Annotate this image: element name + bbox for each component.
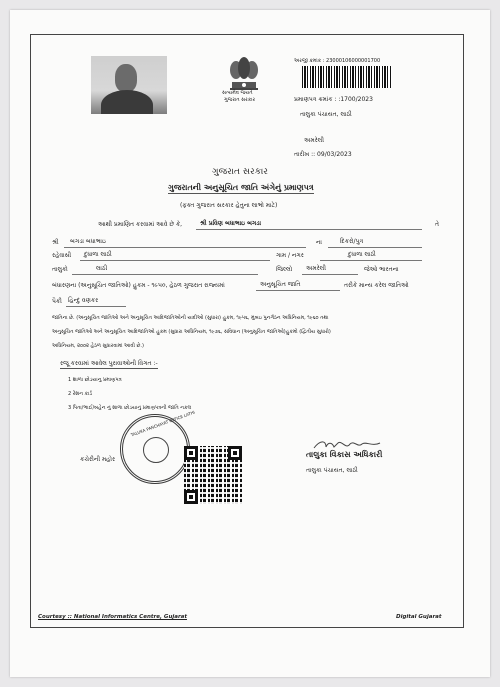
issue-date: તારીખ :: 09/03/2023 (294, 151, 352, 158)
taluka-label: તાલુકો (52, 266, 68, 273)
relation-prefix: ના (316, 239, 322, 246)
certificate-page (10, 10, 490, 677)
certificate-number: પ્રમાણપત્ર ક્રમાંક : :1700/2023 (294, 96, 373, 103)
shri-label: શ્રી (52, 239, 59, 246)
barcode (302, 66, 392, 88)
certificate-title: ગુજરાતની અનુસૂચિત જાતિ અંગેનું પ્રમાણપત્ર (168, 183, 314, 192)
place: અમરેલી (304, 137, 324, 144)
district-label: જિલ્લો (276, 266, 293, 273)
documents-heading: રજૂ કરવામાં આવેલ પુરાવાઓની વિગત :- (60, 360, 158, 367)
emblem-caption: સત્યમેવ જયતે (222, 90, 253, 96)
caste-name: હિન્દુ વણકર (68, 297, 99, 304)
relation: દિકરો/પુત્ર (340, 238, 364, 245)
serial-text: તરીકે માન્ય કરેલ જાતિઓ (344, 282, 409, 289)
taluka-value: લાઠી (96, 265, 108, 272)
certification-intro: આથી પ્રમાણિત કરવામાં આવે છે કે, (98, 221, 183, 228)
legal-text-line-2: અનુસૂચિત જાતિઓ અને અનુસૂચિત આદિજાતિઓ હુકમ (સુધારા અધિનિયમ, ૧૯૭૬, સંવિધાન (અનુસૂચિત જાતિઓ)હુકમો (દ્વિતીય સુધારો) (52, 329, 331, 335)
resident-value: દુધાળા લાઠી (84, 251, 112, 258)
certificate-subtitle: (ફક્ત ગુજરાત સરકાર હેતુના લાભો માટે) (180, 202, 278, 209)
father-name: બગડા બધાભાઇ (70, 238, 106, 245)
document-item: 1 શાળા છોડયાનુ પ્રમાણપત્ર (68, 377, 122, 383)
officer-title: તાલુકા વિકાસ અધિકારી (306, 450, 383, 459)
town-label: ગામ / નગર (276, 252, 304, 259)
government-title: ગુજરાત સરકાર (212, 167, 268, 177)
document-item: 2 રેશન કાર્ડ (68, 391, 93, 397)
district-value: અમરેલી (306, 265, 326, 272)
emblem-caption-gov: ગુજરાત સરકાર (224, 97, 256, 103)
officer-office: તાલુકા પંચાયત, લાઠી (306, 467, 358, 474)
legal-text-line-3: અધિનિયમ, ૨૦૦૨ હેઠળ સુધારવામાં આવી છે.) (52, 343, 144, 349)
applicant-photo (91, 56, 167, 114)
footer-digital-gujarat: Digital Gujarat (396, 614, 442, 620)
issuing-office: તાલુકા પંચાયત, લાઠી (300, 111, 352, 118)
town-value: દુધાળા લાઠી (348, 251, 376, 258)
office-seal-icon (120, 409, 196, 484)
footer-courtesy: Courtesy :: National Informatics Centre, Gujarat (38, 614, 188, 620)
applicant-name: શ્રી પ્રવિણ બધાભાઇ બગડા (200, 220, 262, 227)
state-text: જેઓ ભારતના (364, 266, 399, 273)
caste-prefix: પૈકી (52, 298, 62, 305)
caste-category: અનુસૂચિત જાતિ (260, 281, 301, 288)
resident-label: રહેવાસી (52, 252, 72, 259)
constitution-text: બંધારણના (અનુસૂચિત જાતિઓ) હુકમ - ૧૯૫૦, હેઠળ ગુજરાત રાજ્યમાં (52, 282, 225, 289)
office-seal-label: કચેરીની મહોર (80, 456, 116, 463)
legal-text-line-1: જાતિના છે. (અનુસૂચિત જાતિઓ અને અનુસૂચિત આદિજાતિઓની યાદીઓ (સુધારા) હુકમ, ૧૯૫૬, મુંબઇ પુનર્ગઠન અધિનિયમ, ૧૯૬૦ તથા (52, 315, 329, 321)
qr-code (184, 446, 242, 504)
application-number: અરજી ક્રમાંક : 23000106000001700 (294, 58, 381, 64)
document-item: 3 પિતા/ભાઈ/બહેન નું શાળા છોડયાનું પ્રમાણપત્રની જાતિ નકલ (68, 405, 192, 411)
seal-text: TALUKA PANCHAYAT OFFICE LATHI (130, 409, 196, 438)
applicant-suffix: તે (435, 221, 439, 228)
